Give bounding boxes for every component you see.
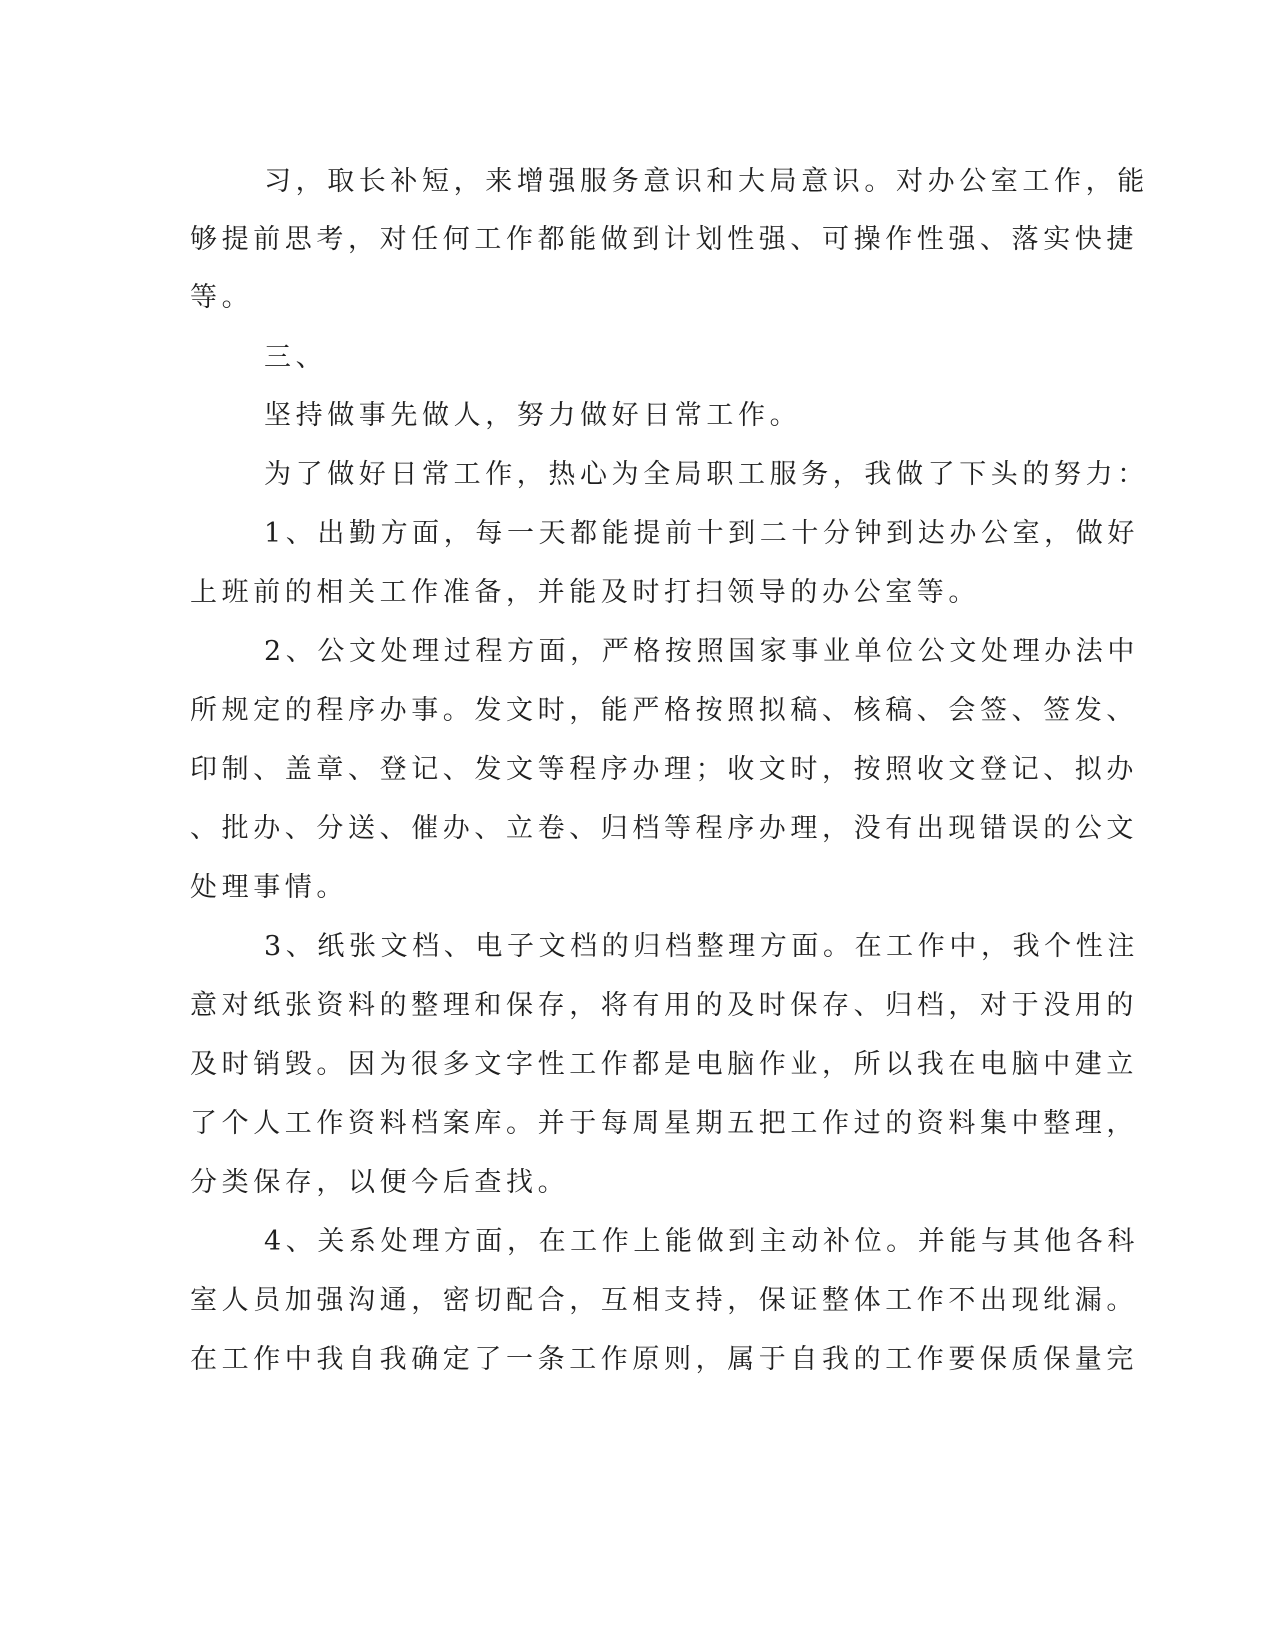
text-line: 上班前的相关工作准备，并能及时打扫领导的办公室等。 (190, 577, 980, 608)
list-item-3: 3、纸张文档、电子文档的归档整理方面。在工作中，我个性注 (264, 931, 1139, 962)
text-line: 意对纸张资料的整理和保存，将有用的及时保存、归档，对于没用的 (190, 990, 1138, 1021)
text-line: 习，取长补短，来增强服务意识和大局意识。对办公室工作，能 (264, 166, 1149, 197)
list-item-4: 4、关系处理方面，在工作上能做到主动补位。并能与其他各科 (264, 1226, 1139, 1257)
text-line: 处理事情。 (190, 872, 348, 903)
text-line: 分类保存，以便今后查找。 (190, 1167, 570, 1198)
text-line: 印制、盖章、登记、发文等程序办理；收文时，按照收文登记、拟办 (190, 754, 1138, 785)
section-heading: 三、 (264, 342, 328, 373)
text-line: 、批办、分送、催办、立卷、归档等程序办理，没有出现错误的公文 (190, 813, 1138, 844)
text-line: 所规定的程序办事。发文时，能严格按照拟稿、核稿、会签、签发、 (190, 695, 1138, 726)
text-line: 及时销毁。因为很多文字性工作都是电脑作业，所以我在电脑中建立 (190, 1049, 1138, 1080)
list-item-2: 2、公文处理过程方面，严格按照国家事业单位公文处理办法中 (264, 636, 1139, 667)
text-line: 为了做好日常工作，热心为全局职工服务，我做了下头的努力： (264, 459, 1149, 490)
text-line: 在工作中我自我确定了一条工作原则，属于自我的工作要保质保量完 (190, 1344, 1138, 1375)
text-line: 等。 (190, 282, 254, 313)
text-line: 室人员加强沟通，密切配合，互相支持，保证整体工作不出现纰漏。 (190, 1285, 1138, 1316)
text-line: 了个人工作资料档案库。并于每周星期五把工作过的资料集中整理， (190, 1108, 1138, 1139)
list-item-1: 1、出勤方面，每一天都能提前十到二十分钟到达办公室，做好 (264, 518, 1139, 549)
section-title: 坚持做事先做人，努力做好日常工作。 (264, 400, 802, 431)
text-line: 够提前思考，对任何工作都能做到计划性强、可操作性强、落实快捷 (190, 224, 1138, 255)
